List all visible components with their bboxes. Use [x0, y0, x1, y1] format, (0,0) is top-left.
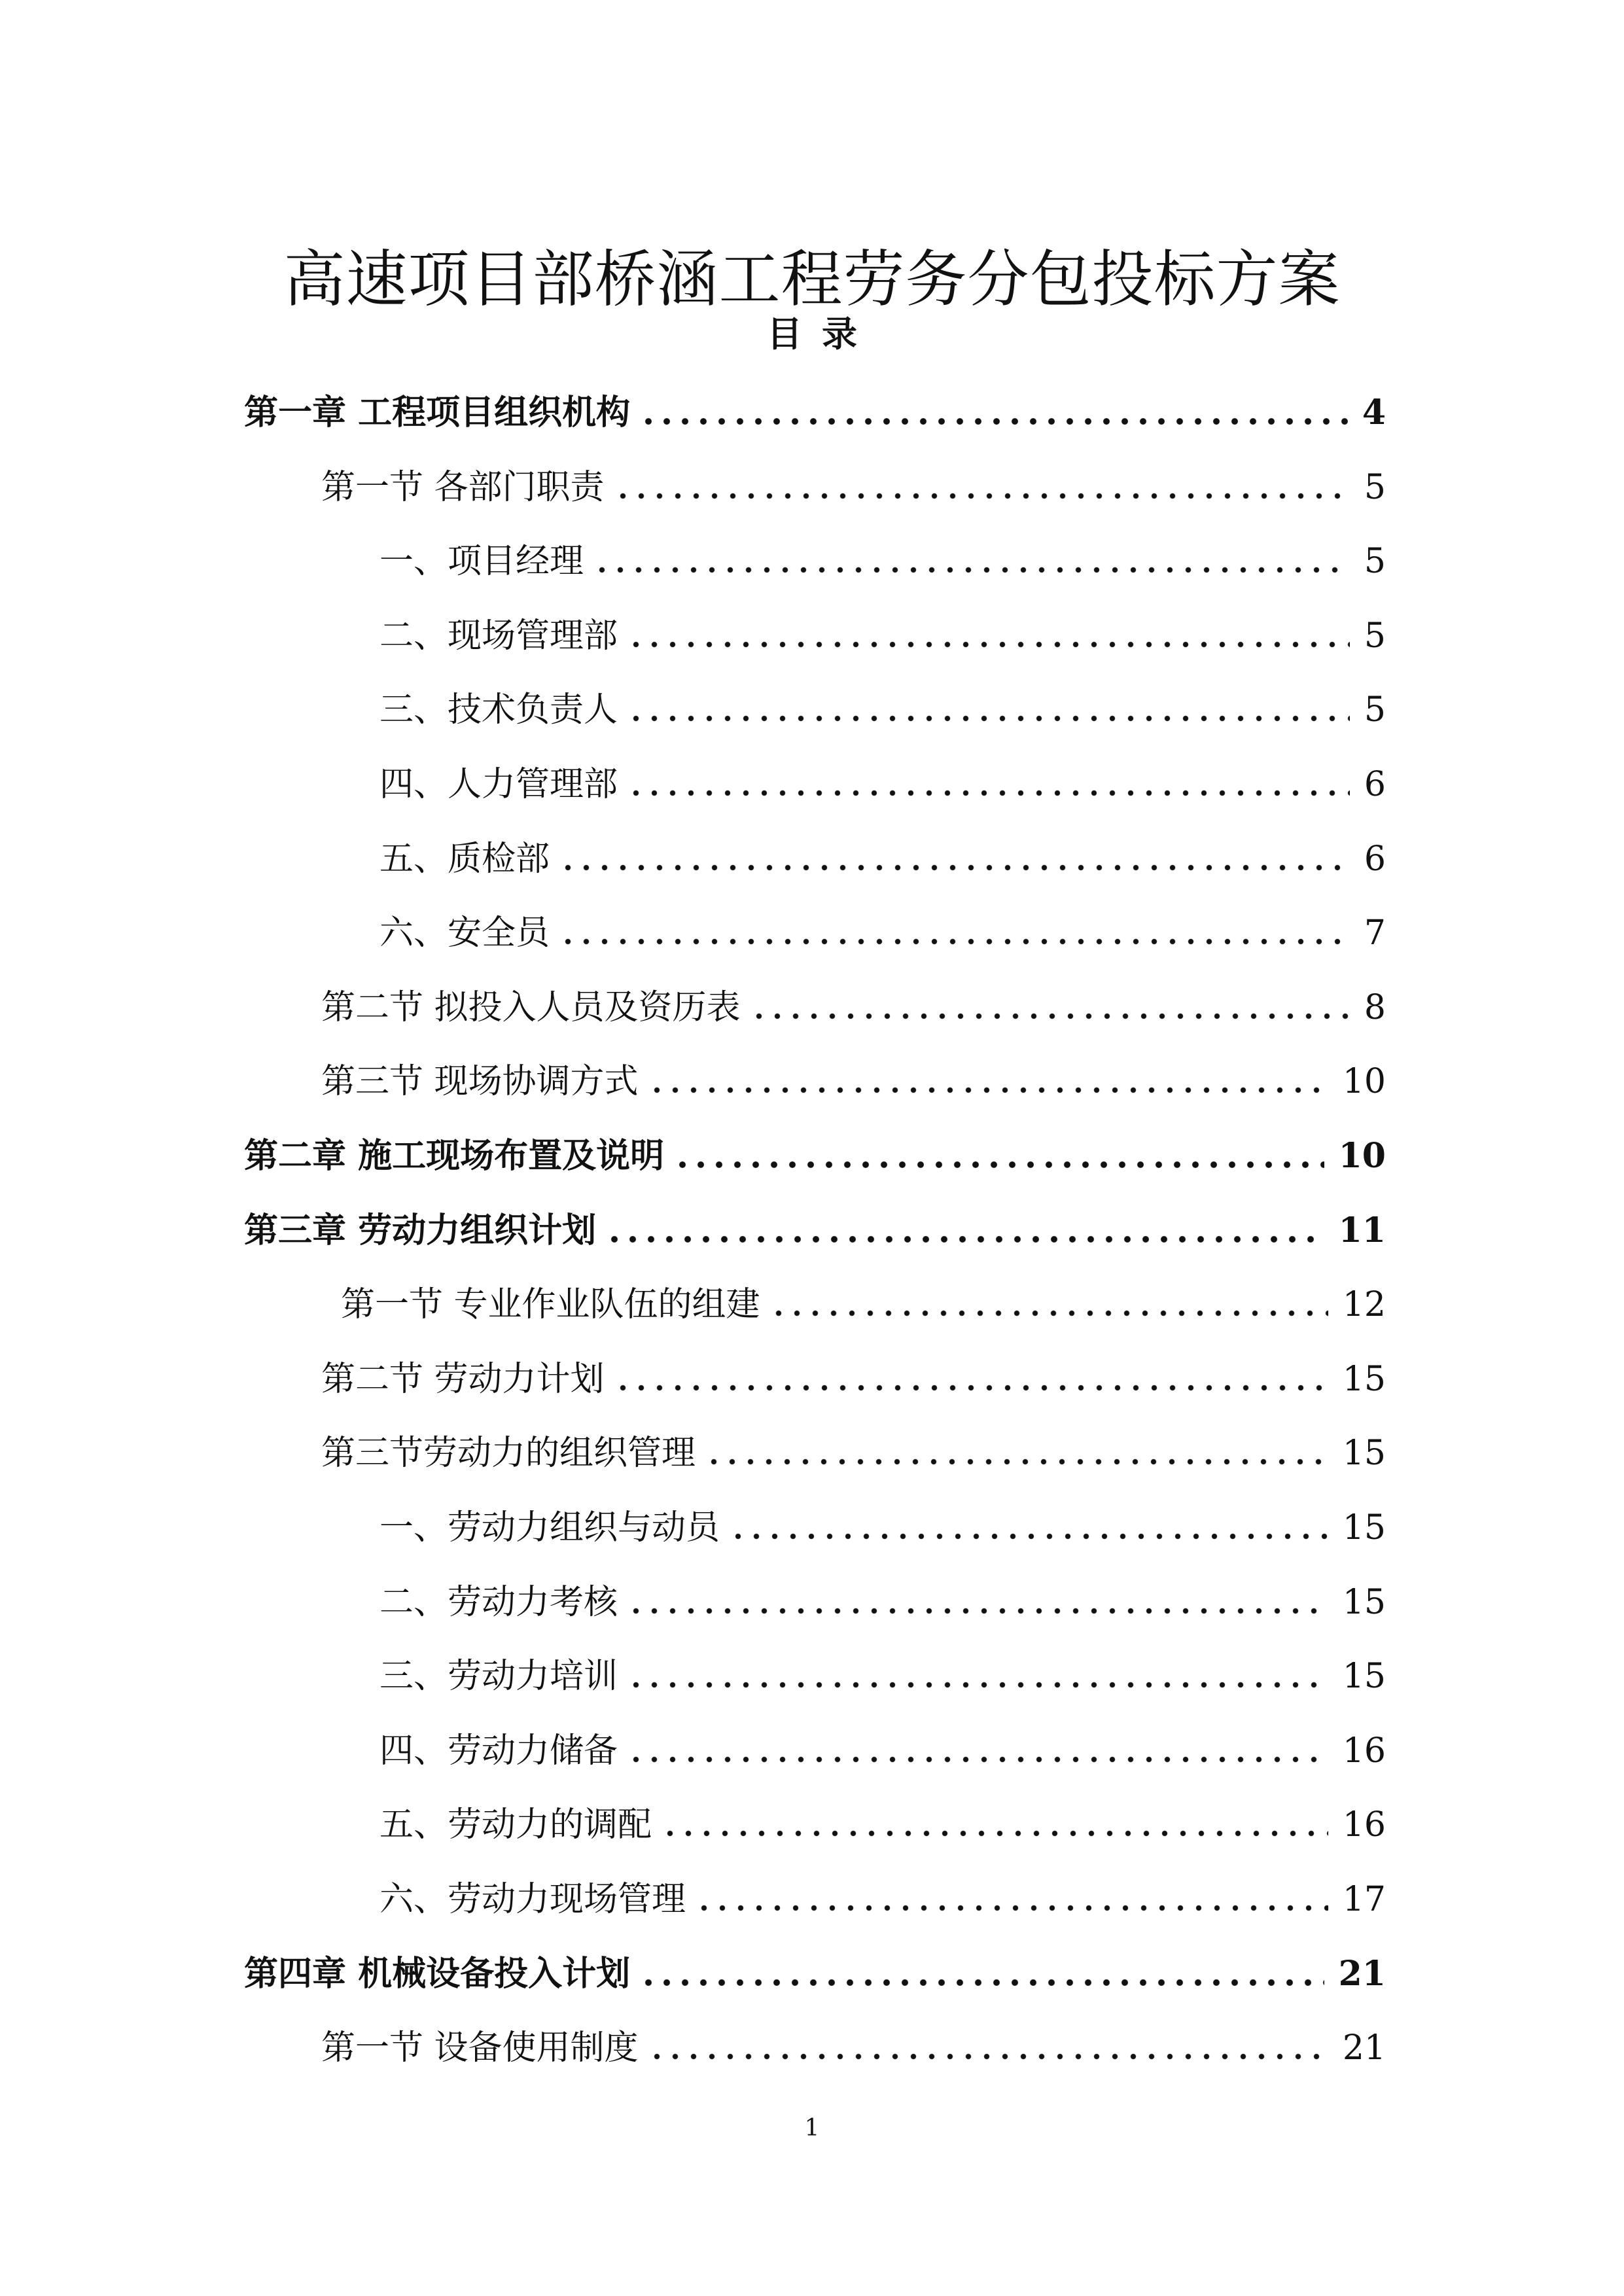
- toc-entry-title: 六、劳动力现场管理: [380, 1880, 686, 1919]
- toc-entry-title: 二、现场管理部: [380, 616, 618, 656]
- toc-entry-page: 6: [1364, 839, 1386, 879]
- toc-heading: 目录: [767, 313, 877, 355]
- toc-entry-page: 10: [1342, 1062, 1386, 1101]
- toc-entry[interactable]: [321, 458, 1386, 517]
- toc-entry[interactable]: [380, 532, 1386, 591]
- toc-entry-title: 一、劳动力组织与动员: [380, 1508, 720, 1547]
- toc-entry-title: 三、技术负责人: [380, 690, 618, 730]
- toc-entry[interactable]: [321, 1052, 1386, 1111]
- toc-dot-leader: [593, 564, 1350, 576]
- toc-entry-title: 二、劳动力考核: [380, 1583, 618, 1622]
- toc-dot-leader: [648, 1084, 1328, 1096]
- toc-entry-page: 10: [1338, 1136, 1386, 1176]
- toc-entry-page: 5: [1364, 468, 1386, 507]
- toc-dot-leader: [648, 2051, 1328, 2062]
- toc-entry-title: 第三节 现场协调方式: [321, 1062, 639, 1101]
- toc-entry-page: 15: [1342, 1360, 1386, 1399]
- toc-dot-leader: [750, 1010, 1350, 1022]
- toc-entry-title: 第二章 施工现场布置及说明: [244, 1136, 665, 1176]
- toc-entry-page: 5: [1364, 690, 1386, 730]
- toc-entry[interactable]: [341, 1275, 1386, 1334]
- toc-entry-title: 第三节劳动力的组织管理: [321, 1434, 696, 1473]
- toc-entry-page: 15: [1342, 1434, 1386, 1473]
- toc-entry-page: 5: [1364, 542, 1386, 581]
- toc-entry-page: 6: [1364, 765, 1386, 804]
- toc-entry-page: 8: [1364, 988, 1386, 1027]
- toc-entry-title: 第二节 劳动力计划: [321, 1360, 605, 1399]
- page-number: 1: [804, 2115, 820, 2142]
- toc-entry-title: 第一节 设备使用制度: [321, 2028, 639, 2068]
- toc-entry-page: 4: [1362, 393, 1386, 433]
- toc-entry[interactable]: [380, 1870, 1386, 1929]
- toc-dot-leader: [559, 936, 1350, 947]
- toc-entry-page: 16: [1342, 1805, 1386, 1845]
- toc-entry[interactable]: [380, 830, 1386, 889]
- toc-entry-page: 15: [1342, 1657, 1386, 1696]
- toc-entry-page: 5: [1364, 616, 1386, 656]
- toc-dot-leader: [627, 1754, 1328, 1765]
- toc-dot-leader: [614, 1382, 1328, 1394]
- page-title: 高速项目部桥涵工程劳务分包投标方案: [283, 243, 1341, 315]
- toc-entry[interactable]: [380, 1647, 1386, 1706]
- toc-entry-page: 7: [1364, 913, 1386, 953]
- toc-dot-leader: [729, 1530, 1328, 1542]
- toc-entry[interactable]: [321, 2019, 1386, 2077]
- toc-entry-title: 一、项目经理: [380, 542, 584, 581]
- toc-entry[interactable]: [321, 978, 1386, 1037]
- toc-entry-title: 六、安全员: [380, 913, 550, 953]
- toc-entry[interactable]: [321, 1424, 1386, 1483]
- toc-entry-title: 第一节 专业作业队伍的组建: [341, 1285, 760, 1324]
- toc-entry[interactable]: [244, 383, 1386, 442]
- toc-dot-leader: [627, 639, 1350, 650]
- toc-entry-page: 17: [1342, 1880, 1386, 1919]
- toc-entry-page: 16: [1342, 1731, 1386, 1771]
- toc-dot-leader: [627, 787, 1350, 799]
- toc-dot-leader: [695, 1902, 1328, 1914]
- toc-entry[interactable]: [244, 1945, 1386, 2004]
- toc-dot-leader: [627, 713, 1350, 724]
- toc-entry[interactable]: [380, 1722, 1386, 1780]
- toc-dot-leader: [605, 1233, 1324, 1245]
- toc-entry[interactable]: [380, 1795, 1386, 1854]
- toc-entry-page: 15: [1342, 1583, 1386, 1622]
- toc-entry[interactable]: [380, 680, 1386, 739]
- toc-entry[interactable]: [380, 755, 1386, 814]
- toc-dot-leader: [627, 1679, 1328, 1691]
- toc-entry-title: 五、劳动力的调配: [380, 1805, 652, 1845]
- toc-dot-leader: [639, 415, 1348, 427]
- toc-entry-page: 11: [1338, 1210, 1386, 1250]
- toc-entry-title: 第四章 机械设备投入计划: [244, 1954, 631, 1994]
- toc-entry-title: 第一章 工程项目组织机构: [244, 393, 631, 433]
- toc-entry-page: 21: [1338, 1954, 1386, 1994]
- toc-entry-title: 第一节 各部门职责: [321, 468, 605, 507]
- toc-entry-page: 15: [1342, 1508, 1386, 1547]
- toc-entry[interactable]: [321, 1350, 1386, 1409]
- toc-dot-leader: [661, 1828, 1328, 1839]
- toc-dot-leader: [559, 862, 1350, 874]
- toc-entry-page: 21: [1342, 2028, 1386, 2068]
- toc-entry-title: 三、劳动力培训: [380, 1657, 618, 1696]
- toc-entry-title: 第二节 拟投入人员及资历表: [321, 988, 741, 1027]
- toc-entry[interactable]: [244, 1201, 1386, 1260]
- toc-dot-leader: [673, 1159, 1324, 1171]
- toc-dot-leader: [769, 1307, 1328, 1319]
- toc-entry-title: 第三章 劳动力组织计划: [244, 1210, 597, 1250]
- toc-dot-leader: [627, 1605, 1328, 1617]
- toc-entry[interactable]: [380, 1498, 1386, 1557]
- toc-dot-leader: [614, 490, 1350, 502]
- toc-entry-title: 四、人力管理部: [380, 765, 618, 804]
- toc-entry[interactable]: [380, 607, 1386, 665]
- toc-dot-leader: [705, 1456, 1328, 1468]
- toc-entry[interactable]: [244, 1127, 1386, 1186]
- toc-dot-leader: [639, 1977, 1324, 1988]
- toc-entry[interactable]: [380, 1573, 1386, 1632]
- toc-entry[interactable]: [380, 904, 1386, 963]
- toc-entry-title: 五、质检部: [380, 839, 550, 879]
- toc-entry-page: 12: [1342, 1285, 1386, 1324]
- toc-entry-title: 四、劳动力储备: [380, 1731, 618, 1771]
